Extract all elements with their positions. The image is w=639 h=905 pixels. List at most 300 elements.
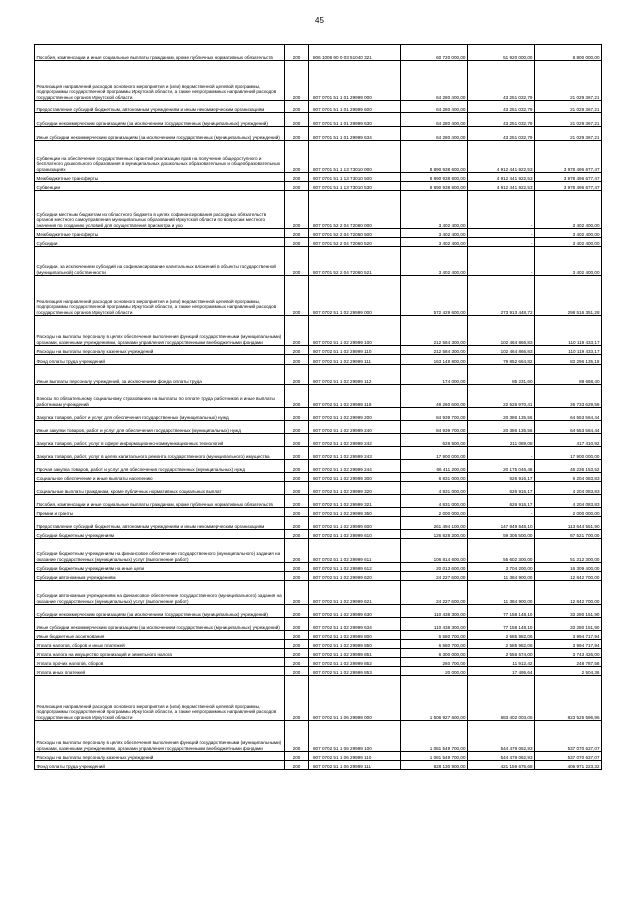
row-approved-cell: 260 700,00 xyxy=(401,658,468,667)
row-unexecuted-cell: 4 204 083,83 xyxy=(535,482,602,495)
table-row xyxy=(35,563,602,572)
table-row xyxy=(35,355,602,365)
row-kbk-cell: 807 0702 51 1 02 29999 242 xyxy=(309,434,401,447)
row-kbk-cell: 807 0701 51 1 13 73010 000 xyxy=(309,141,401,173)
row-unexecuted-cell: 3 402 400,00 xyxy=(535,191,602,229)
row-executed-cell: 626 916,17 xyxy=(468,482,535,495)
row-unexecuted-cell: 21 029 367,21 xyxy=(535,101,602,113)
row-name-cell: Субсидии автономным учреждениям на финансовое обеспечение государственного (муниципального) задания на оказание государственных (муниципальных) услуг (выполнение работ) xyxy=(35,581,285,605)
row-approved-cell: 8 890 938 600,00 xyxy=(401,182,468,191)
row-code-cell: 200 xyxy=(285,581,309,605)
row-executed-cell: - xyxy=(468,238,535,247)
row-executed-cell: - xyxy=(468,191,535,229)
row-name-cell: Иные субсидии некоммерческим организациям (за исключением государственных (муниципальных) учреждений) xyxy=(35,618,285,631)
row-code-cell: 200 xyxy=(285,649,309,658)
row-unexecuted-cell: 2 504,36 xyxy=(535,667,602,676)
row-kbk-cell: 807 0702 51 1 02 29999 320 xyxy=(309,482,401,495)
row-name-cell: Уплата иных платежей xyxy=(35,667,285,676)
row-name-cell: Субсидии некоммерческим организациям (за исключением государственных (муниципальных) учреждений) xyxy=(35,605,285,618)
table-row xyxy=(35,421,602,434)
row-approved-cell: 8 890 938 600,00 xyxy=(401,173,468,182)
row-executed-cell: 626 916,17 xyxy=(468,495,535,508)
row-unexecuted-cell: 12 842 700,00 xyxy=(535,572,602,581)
table-row xyxy=(35,127,602,141)
row-code-cell: 200 xyxy=(285,640,309,649)
row-kbk-cell: 807 0702 51 1 02 29999 630 xyxy=(309,605,401,618)
row-executed-cell: 421 159 676,68 xyxy=(468,761,535,770)
row-code-cell: 200 xyxy=(285,572,309,581)
row-executed-cell: 102 464 866,83 xyxy=(468,316,535,346)
row-unexecuted-cell: 6 204 083,83 xyxy=(535,473,602,482)
row-approved-cell: 212 584 300,00 xyxy=(401,346,468,355)
row-executed-cell: 626 916,17 xyxy=(468,473,535,482)
row-code-cell: 200 xyxy=(285,346,309,355)
row-code-cell: 200 xyxy=(285,421,309,434)
row-unexecuted-cell: 3 402 400,00 xyxy=(535,229,602,238)
row-executed-cell: 544 479 062,93 xyxy=(468,721,535,752)
row-unexecuted-cell: 89 668,40 xyxy=(535,365,602,385)
page-number: 45 xyxy=(315,16,324,25)
row-kbk-cell: 807 0701 51 1 01 29999 634 xyxy=(309,127,401,141)
row-code-cell: 200 xyxy=(285,605,309,618)
row-approved-cell: 3 402 400,00 xyxy=(401,229,468,238)
row-approved-cell: 64 280 400,00 xyxy=(401,113,468,127)
row-unexecuted-cell: 21 029 367,21 xyxy=(535,113,602,127)
row-name-cell: Субвенции xyxy=(35,182,285,191)
row-code-cell: 200 xyxy=(285,517,309,530)
table-row xyxy=(35,649,602,658)
row-executed-cell: 43 251 032,79 xyxy=(468,101,535,113)
table-row xyxy=(35,667,602,676)
row-approved-cell: 1 506 927 600,00 xyxy=(401,676,468,721)
row-unexecuted-cell: 537 070 637,07 xyxy=(535,721,602,752)
row-approved-cell: 4 831 000,00 xyxy=(401,482,468,495)
row-code-cell: 200 xyxy=(285,752,309,761)
table-row xyxy=(35,618,602,631)
row-code-cell: 200 xyxy=(285,460,309,473)
row-approved-cell: 1 081 549 700,00 xyxy=(401,752,468,761)
row-kbk-cell: 807 0702 51 1 02 29999 850 xyxy=(309,640,401,649)
table-row xyxy=(35,316,602,346)
row-executed-cell: - xyxy=(468,508,535,517)
row-kbk-cell: 807 0701 52 2 04 72060 520 xyxy=(309,238,401,247)
row-executed-cell: 77 158 148,10 xyxy=(468,618,535,631)
row-name-cell: Уплата налогов, сборов и иных платежей xyxy=(35,640,285,649)
row-code-cell: 200 xyxy=(285,101,309,113)
row-approved-cell: 6 580 700,00 xyxy=(401,631,468,640)
row-kbk-cell: 807 0702 51 1 02 29999 119 xyxy=(309,385,401,408)
row-unexecuted-cell: 417 410,92 xyxy=(535,434,602,447)
row-unexecuted-cell: 537 070 637,07 xyxy=(535,752,602,761)
row-code-cell: 200 xyxy=(285,508,309,517)
row-executed-cell: 79 852 664,82 xyxy=(468,355,535,365)
row-kbk-cell: 807 0702 51 1 06 29999 000 xyxy=(309,676,401,721)
row-code-cell: 200 xyxy=(285,127,309,141)
row-unexecuted-cell: 3 402 400,00 xyxy=(535,238,602,247)
row-name-cell: Социальное обеспечение и иные выплаты населению xyxy=(35,473,285,482)
row-executed-cell: 20 386 135,56 xyxy=(468,421,535,434)
row-code-cell: 200 xyxy=(285,61,309,101)
row-name-cell: Межбюджетные трансферты xyxy=(35,229,285,238)
budget-execution-table xyxy=(34,44,602,770)
row-unexecuted-cell: 67 521 700,00 xyxy=(535,530,602,539)
row-executed-cell: 85 231,60 xyxy=(468,365,535,385)
row-kbk-cell: 807 0701 51 1 01 29999 000 xyxy=(309,61,401,101)
row-approved-cell: 1 081 549 700,00 xyxy=(401,721,468,752)
row-unexecuted-cell: 21 029 367,21 xyxy=(535,127,602,141)
table-row xyxy=(35,101,602,113)
row-kbk-cell: 807 0702 51 1 06 29999 111 xyxy=(309,761,401,770)
row-code-cell: 200 xyxy=(285,563,309,572)
row-executed-cell: 2 585 982,06 xyxy=(468,640,535,649)
row-kbk-cell: 807 0702 51 1 02 29999 852 xyxy=(309,658,401,667)
row-executed-cell: 11 384 900,00 xyxy=(468,581,535,605)
table-row xyxy=(35,721,602,752)
row-executed-cell: 20 175 046,48 xyxy=(468,460,535,473)
table-row xyxy=(35,113,602,127)
row-name-cell: Пособия, компенсации и иные социальные выплаты гражданам, кроме публичных нормативных обязательств xyxy=(35,45,285,61)
row-unexecuted-cell: 3 978 496 677,47 xyxy=(535,141,602,173)
row-code-cell: 200 xyxy=(285,316,309,346)
row-code-cell: 200 xyxy=(285,365,309,385)
row-code-cell: 200 xyxy=(285,276,309,316)
row-approved-cell: 20 013 600,00 xyxy=(401,563,468,572)
row-unexecuted-cell: 33 280 151,90 xyxy=(535,605,602,618)
row-kbk-cell: 807 0702 51 1 02 29999 112 xyxy=(309,365,401,385)
row-approved-cell: 84 939 700,00 xyxy=(401,421,468,434)
row-executed-cell: 273 913 448,72 xyxy=(468,276,535,316)
row-approved-cell: 66 411 200,00 xyxy=(401,460,468,473)
row-executed-cell: 11 384 900,00 xyxy=(468,572,535,581)
row-approved-cell: 828 130 900,00 xyxy=(401,761,468,770)
table-row xyxy=(35,495,602,508)
row-unexecuted-cell: 248 787,58 xyxy=(535,658,602,667)
table-row xyxy=(35,434,602,447)
table-row xyxy=(35,676,602,721)
row-approved-cell: 64 280 400,00 xyxy=(401,127,468,141)
table-row xyxy=(35,365,602,385)
row-name-cell: Иные бюджетные ассигнования xyxy=(35,631,285,640)
row-approved-cell: 3 402 400,00 xyxy=(401,238,468,247)
row-unexecuted-cell: 64 553 564,44 xyxy=(535,421,602,434)
row-name-cell: Закупка товаров, работ и услуг для обеспечения государственных (муниципальных) нужд xyxy=(35,408,285,421)
row-kbk-cell: 807 0702 51 1 02 29999 612 xyxy=(309,563,401,572)
row-code-cell: 200 xyxy=(285,408,309,421)
row-kbk-cell: 807 0701 52 2 04 72060 500 xyxy=(309,229,401,238)
row-approved-cell: 49 260 600,00 xyxy=(401,385,468,408)
row-unexecuted-cell: 51 212 300,00 xyxy=(535,539,602,563)
row-unexecuted-cell: 3 978 496 677,47 xyxy=(535,182,602,191)
row-approved-cell: 60 720 000,00 xyxy=(401,45,468,61)
row-name-cell: Предоставление субсидий бюджетным, автономным учреждениям и иным некоммерческим организациям xyxy=(35,101,285,113)
row-code-cell: 200 xyxy=(285,141,309,173)
table-row xyxy=(35,482,602,495)
row-name-cell: Реализация направлений расходов основного мероприятия и (или) ведомственной целевой программы, подпрограммы государственной программы Иркутской области, а также непрограммных направлений расходов государственных органов Иркутской области xyxy=(35,276,285,316)
table-row xyxy=(35,752,602,761)
row-kbk-cell: 807 0702 51 1 02 29999 611 xyxy=(309,539,401,563)
table-row xyxy=(35,761,602,770)
table-row xyxy=(35,605,602,618)
row-executed-cell: 4 912 441 922,53 xyxy=(468,173,535,182)
table-row xyxy=(35,385,602,408)
row-name-cell: Расходы на выплаты персоналу в целях обеспечения выполнения функций государственными (муниципальными) органами, казенными учреждениями, органами управления государственными внебюджетными фондами xyxy=(35,721,285,752)
row-approved-cell: 6 580 700,00 xyxy=(401,640,468,649)
row-code-cell: 200 xyxy=(285,113,309,127)
row-kbk-cell: 807 0702 51 1 02 29999 800 xyxy=(309,631,401,640)
row-name-cell: Иные субсидии некоммерческим организациям (за исключением государственных (муниципальных) учреждений) xyxy=(35,127,285,141)
row-approved-cell: 3 402 400,00 xyxy=(401,247,468,276)
row-code-cell: 200 xyxy=(285,618,309,631)
table-row xyxy=(35,581,602,605)
table-row xyxy=(35,473,602,482)
table-row xyxy=(35,631,602,640)
table-row xyxy=(35,640,602,649)
row-executed-cell: 2 585 982,06 xyxy=(468,631,535,640)
row-approved-cell: 110 438 300,00 xyxy=(401,618,468,631)
row-unexecuted-cell: 21 029 367,21 xyxy=(535,61,602,101)
row-approved-cell: 6 831 000,00 xyxy=(401,473,468,482)
row-unexecuted-cell: 4 204 083,83 xyxy=(535,495,602,508)
row-approved-cell: 110 438 300,00 xyxy=(401,605,468,618)
row-kbk-cell: 807 0701 51 1 13 73010 500 xyxy=(309,173,401,182)
row-kbk-cell: 807 0702 51 1 02 29999 300 xyxy=(309,473,401,482)
row-executed-cell: 17 495,64 xyxy=(468,667,535,676)
row-unexecuted-cell: 3 994 717,94 xyxy=(535,640,602,649)
row-executed-cell: 43 251 032,79 xyxy=(468,127,535,141)
row-approved-cell: 64 280 400,00 xyxy=(401,101,468,113)
row-kbk-cell: 807 0702 51 1 02 29999 243 xyxy=(309,447,401,460)
row-name-cell: Иные выплаты персоналу учреждений, за исключением фонда оплаты труда xyxy=(35,365,285,385)
row-name-cell: Расходы на выплаты персоналу казенных учреждений xyxy=(35,752,285,761)
table-row xyxy=(35,447,602,460)
row-kbk-cell: 807 0702 51 1 02 29999 240 xyxy=(309,421,401,434)
row-name-cell: Предоставление субсидий бюджетным, автономным учреждениям и иным некоммерческим организациям xyxy=(35,517,285,530)
row-kbk-cell: 807 0702 51 1 02 29999 621 xyxy=(309,581,401,605)
table-row xyxy=(35,408,602,421)
row-approved-cell: 261 494 100,00 xyxy=(401,517,468,530)
row-name-cell: Иные закупки товаров, работ и услуг для обеспечения государственных (муниципальных) нужд xyxy=(35,421,285,434)
row-unexecuted-cell: 83 296 135,18 xyxy=(535,355,602,365)
row-code-cell: 200 xyxy=(285,473,309,482)
row-unexecuted-cell: 110 119 433,17 xyxy=(535,346,602,355)
row-unexecuted-cell: 26 733 629,59 xyxy=(535,385,602,408)
row-approved-cell: 2 000 000,00 xyxy=(401,508,468,517)
row-approved-cell: 174 000,00 xyxy=(401,365,468,385)
row-unexecuted-cell: 298 516 351,28 xyxy=(535,276,602,316)
row-approved-cell: 3 402 400,00 xyxy=(401,191,468,229)
row-name-cell: Субсидии автономным учреждениям xyxy=(35,572,285,581)
table-row xyxy=(35,460,602,473)
row-code-cell: 200 xyxy=(285,482,309,495)
row-approved-cell: 84 939 700,00 xyxy=(401,408,468,421)
row-unexecuted-cell: 46 236 153,52 xyxy=(535,460,602,473)
row-code-cell: 200 xyxy=(285,238,309,247)
row-name-cell: Расходы на выплаты персоналу в целях обеспечения выполнения функций государственными (муниципальными) органами, казенными учреждениями, органами управления государственными внебюджетными фондами xyxy=(35,316,285,346)
row-name-cell: Прочая закупка товаров, работ и услуг для обеспечения государственных (муниципальных) нужд xyxy=(35,460,285,473)
row-name-cell: Расходы на выплаты персоналу казенных учреждений xyxy=(35,346,285,355)
row-executed-cell: 22 526 970,41 xyxy=(468,385,535,408)
row-name-cell: Субсидии, за исключением субсидий на софинансирование капитальных вложений в объекты государственной (муниципальной) собственности xyxy=(35,247,285,276)
row-executed-cell: 43 251 032,79 xyxy=(468,113,535,127)
row-kbk-cell: 807 0701 51 1 01 29999 630 xyxy=(309,113,401,127)
row-executed-cell: 2 556 574,00 xyxy=(468,649,535,658)
row-code-cell: 200 xyxy=(285,182,309,191)
row-approved-cell: 572 429 600,00 xyxy=(401,276,468,316)
row-kbk-cell: 807 0701 51 1 13 73010 530 xyxy=(309,182,401,191)
row-name-cell: Уплата прочих налогов, сборов xyxy=(35,658,285,667)
row-unexecuted-cell: 8 800 000,00 xyxy=(535,45,602,61)
row-kbk-cell: 807 0702 51 1 02 29999 350 xyxy=(309,508,401,517)
row-executed-cell: 77 158 148,10 xyxy=(468,605,535,618)
row-unexecuted-cell: 3 994 717,94 xyxy=(535,631,602,640)
table-row xyxy=(35,346,602,355)
row-unexecuted-cell: 3 978 496 677,47 xyxy=(535,173,602,182)
row-executed-cell: 683 402 003,05 xyxy=(468,676,535,721)
row-code-cell: 200 xyxy=(285,385,309,408)
row-name-cell: Уплата налога на имущество организаций и земельного налога xyxy=(35,649,285,658)
table-row xyxy=(35,539,602,563)
row-approved-cell: 106 814 600,00 xyxy=(401,539,468,563)
row-unexecuted-cell: 406 971 223,32 xyxy=(535,761,602,770)
row-name-cell: Реализация направлений расходов основного мероприятия и (или) ведомственной целевой программы, подпрограммы государственной программы Иркутской области, а также непрограммных направлений расходов государственных органов Иркутской области xyxy=(35,676,285,721)
table-row xyxy=(35,61,602,101)
row-code-cell: 200 xyxy=(285,676,309,721)
table-row xyxy=(35,508,602,517)
table-row xyxy=(35,141,602,173)
row-executed-cell: 4 912 441 922,53 xyxy=(468,141,535,173)
row-unexecuted-cell: 16 309 400,00 xyxy=(535,563,602,572)
row-code-cell: 200 xyxy=(285,631,309,640)
row-kbk-cell: 807 0702 51 1 02 29999 634 xyxy=(309,618,401,631)
row-approved-cell: 24 227 600,00 xyxy=(401,581,468,605)
row-unexecuted-cell: 3 402 400,00 xyxy=(535,247,602,276)
row-kbk-cell: 807 0702 51 1 02 29999 100 xyxy=(309,316,401,346)
row-approved-cell: 126 828 200,00 xyxy=(401,530,468,539)
row-kbk-cell: 807 0702 51 1 02 29999 111 xyxy=(309,355,401,365)
row-kbk-cell: 807 0702 51 1 02 29999 000 xyxy=(309,276,401,316)
row-kbk-cell: 807 0702 51 1 02 29999 851 xyxy=(309,649,401,658)
row-executed-cell: 3 704 200,00 xyxy=(468,563,535,572)
row-kbk-cell: 807 0701 52 2 04 72060 000 xyxy=(309,191,401,229)
row-unexecuted-cell: 2 000 000,00 xyxy=(535,508,602,517)
row-name-cell: Реализация направлений расходов основного мероприятия и (или) ведомственной целевой программы, подпрограммы государственной программы Иркутской области, а также непрограммных направлений расходов государственных органов Иркутской области xyxy=(35,61,285,101)
row-executed-cell: 102 464 866,83 xyxy=(468,346,535,355)
row-executed-cell: 544 479 062,93 xyxy=(468,752,535,761)
row-approved-cell: 4 831 000,00 xyxy=(401,495,468,508)
row-approved-cell: 64 280 400,00 xyxy=(401,61,468,101)
row-name-cell: Фонд оплаты труда учреждений xyxy=(35,355,285,365)
table-row xyxy=(35,247,602,276)
row-approved-cell: 628 500,00 xyxy=(401,434,468,447)
row-name-cell: Взносы по обязательному социальному страхованию на выплаты по оплате труда работников и иные выплаты работникам учреждений xyxy=(35,385,285,408)
row-code-cell: 200 xyxy=(285,761,309,770)
table-row xyxy=(35,191,602,229)
row-kbk-cell: 807 0702 51 1 06 29999 110 xyxy=(309,752,401,761)
row-kbk-cell: 807 0702 51 1 02 29999 321 xyxy=(309,495,401,508)
row-code-cell: 200 xyxy=(285,530,309,539)
row-executed-cell: - xyxy=(468,247,535,276)
table-row xyxy=(35,658,602,667)
row-code-cell: 200 xyxy=(285,173,309,182)
row-approved-cell: 24 227 600,00 xyxy=(401,572,468,581)
row-kbk-cell: 807 0702 51 1 02 29999 620 xyxy=(309,572,401,581)
table-row xyxy=(35,276,602,316)
row-unexecuted-cell: 113 644 551,90 xyxy=(535,517,602,530)
row-unexecuted-cell: 12 842 700,00 xyxy=(535,581,602,605)
row-code-cell: 200 xyxy=(285,229,309,238)
row-code-cell: 200 xyxy=(285,247,309,276)
row-approved-cell: 163 148 800,00 xyxy=(401,355,468,365)
table-row xyxy=(35,229,602,238)
row-name-cell: Субвенции на обеспечение государственных гарантий реализации прав на получение общедоступного и бесплатного дошкольного образования в муниципальных дошкольных образовательных и общеобразовательных организациях xyxy=(35,141,285,173)
row-executed-cell: 55 602 300,00 xyxy=(468,539,535,563)
row-name-cell: Субсидии некоммерческим организациям (за исключением государственных (муниципальных) учреждений) xyxy=(35,113,285,127)
row-code-cell: 200 xyxy=(285,539,309,563)
row-name-cell: Субсидии бюджетным учреждениям xyxy=(35,530,285,539)
row-code-cell: 200 xyxy=(285,495,309,508)
row-kbk-cell: 806 1006 90 0 03 51040 321 xyxy=(309,45,401,61)
row-unexecuted-cell: 33 280 151,90 xyxy=(535,618,602,631)
row-unexecuted-cell: 110 119 433,17 xyxy=(535,316,602,346)
row-name-cell: Субсидии xyxy=(35,238,285,247)
row-executed-cell: 20 386 135,56 xyxy=(468,408,535,421)
row-executed-cell: - xyxy=(468,447,535,460)
row-kbk-cell: 807 0702 51 1 02 29999 200 xyxy=(309,408,401,421)
table-row xyxy=(35,572,602,581)
row-code-cell: 200 xyxy=(285,191,309,229)
table-row xyxy=(35,173,602,182)
row-name-cell: Субсидии бюджетным учреждениям на финансовое обеспечение государственного (муниципального) задания на оказание государственных (муниципальных) услуг (выполнение работ) xyxy=(35,539,285,563)
row-unexecuted-cell: 64 553 564,44 xyxy=(535,408,602,421)
row-kbk-cell: 807 0702 51 1 02 29999 853 xyxy=(309,667,401,676)
row-name-cell: Межбюджетные трансферты xyxy=(35,173,285,182)
row-executed-cell: 147 849 548,10 xyxy=(468,517,535,530)
row-name-cell: Премии и гранты xyxy=(35,508,285,517)
row-code-cell: 200 xyxy=(285,721,309,752)
row-unexecuted-cell: 17 900 000,00 xyxy=(535,447,602,460)
row-executed-cell: 11 912,42 xyxy=(468,658,535,667)
table-row xyxy=(35,517,602,530)
row-kbk-cell: 807 0702 51 1 06 29999 100 xyxy=(309,721,401,752)
row-executed-cell: 211 089,08 xyxy=(468,434,535,447)
row-code-cell: 200 xyxy=(285,355,309,365)
row-kbk-cell: 807 0701 52 2 04 72060 521 xyxy=(309,247,401,276)
row-approved-cell: 20 000,00 xyxy=(401,667,468,676)
row-executed-cell: - xyxy=(468,229,535,238)
table-body xyxy=(35,45,602,770)
row-approved-cell: 212 584 300,00 xyxy=(401,316,468,346)
table-row xyxy=(35,238,602,247)
row-kbk-cell: 807 0702 51 1 02 29999 610 xyxy=(309,530,401,539)
row-approved-cell: 17 900 000,00 xyxy=(401,447,468,460)
row-name-cell: Социальные выплаты гражданам, кроме публичных нормативных социальных выплат xyxy=(35,482,285,495)
row-kbk-cell: 807 0702 51 1 02 29999 244 xyxy=(309,460,401,473)
table-row xyxy=(35,530,602,539)
row-approved-cell: 8 890 938 600,00 xyxy=(401,141,468,173)
row-code-cell: 200 xyxy=(285,45,309,61)
row-name-cell: Фонд оплаты труда учреждений xyxy=(35,761,285,770)
table-row xyxy=(35,45,602,61)
row-code-cell: 200 xyxy=(285,447,309,460)
row-kbk-cell: 807 0702 51 1 02 29999 110 xyxy=(309,346,401,355)
row-name-cell: Субсидии бюджетным учреждениям на иные цели xyxy=(35,563,285,572)
row-name-cell: Закупка товаров, работ, услуг в целях капитального ремонта государственного (муниципального) имущества xyxy=(35,447,285,460)
row-code-cell: 200 xyxy=(285,658,309,667)
row-kbk-cell: 807 0702 51 1 02 29999 600 xyxy=(309,517,401,530)
row-unexecuted-cell: 3 743 426,00 xyxy=(535,649,602,658)
row-approved-cell: 6 300 000,00 xyxy=(401,649,468,658)
row-name-cell: Субсидии местным бюджетам из областного бюджета в целях софинансирования расходных обязательств органов местного самоуправления муниципальных образований Иркутской области по вопросам местного значения по созданию условий для осуществления присмотра и ухо xyxy=(35,191,285,229)
